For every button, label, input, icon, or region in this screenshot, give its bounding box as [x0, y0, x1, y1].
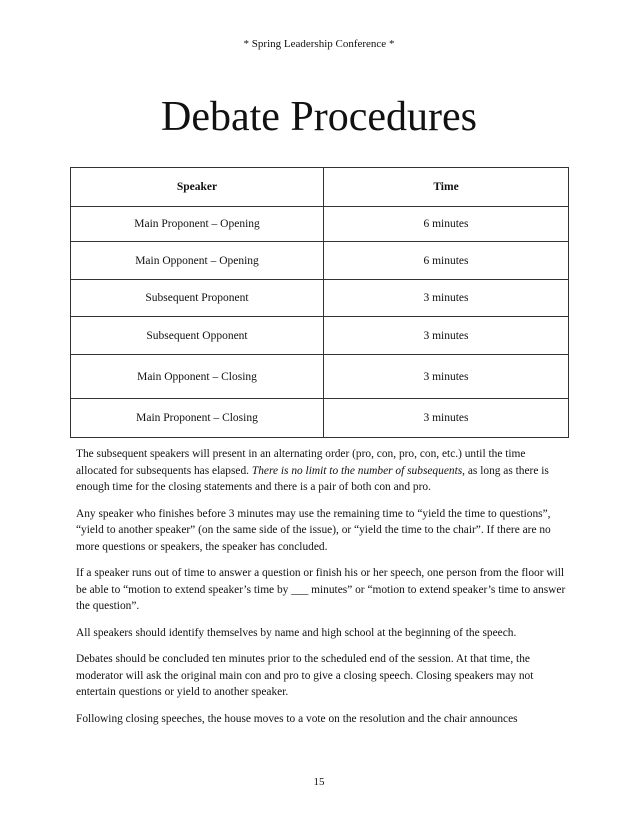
speaker-cell: Main Proponent – Opening [71, 207, 324, 242]
running-header: * Spring Leadership Conference * [243, 38, 395, 50]
time-column-header: Time [324, 168, 569, 207]
speaker-cell: Main Opponent – Opening [71, 242, 324, 280]
speaker-cell: Main Opponent – Closing [71, 355, 324, 399]
body-text [76, 446, 566, 737]
speaker-column-header: Speaker [71, 168, 324, 207]
paragraph-motion-extend: If a speaker runs out of time to answer a question or finish his or her speech, one person from the floor will be able to “motion to extend speaker’s time by ___ minutes” or “motion to extend speaker’s time to answer the question”. [76, 567, 566, 612]
time-cell: 3 minutes [324, 355, 569, 399]
paragraph-yield: Any speaker who finishes before 3 minutes may use the remaining time to “yield the time to questions”, “yield to another speaker” (on the same side of the issue), or “yield the time to the chair”. If there are no more questions or speakers, the speaker has concluded. [76, 507, 551, 553]
speaker-cell: Main Proponent – Closing [71, 399, 324, 438]
table-row [71, 280, 569, 317]
time-cell: 3 minutes [324, 280, 569, 317]
speaker-cell: Subsequent Opponent [71, 317, 324, 355]
speaker-time-table [70, 167, 569, 438]
table-row [71, 399, 569, 438]
table-row [71, 207, 569, 242]
table-row [71, 355, 569, 399]
paragraph-alternating-order: The subsequent speakers will present in an alternating order (pro, con, pro, con, etc.) until the time allocated for subsequents has elapsed. There is no limit to the number of subsequents, as long as there is enough time for the closing statements and there is a pair of both con and pro. [76, 448, 549, 493]
time-cell: 6 minutes [324, 207, 569, 242]
page-number: 15 [313, 776, 325, 788]
table-row [71, 242, 569, 280]
paragraph-conclusion: Debates should be concluded ten minutes prior to the scheduled end of the session. At that time, the moderator will ask the original main con and pro to give a closing speech. Closing speakers may not entertain questions or yield to another speaker. [76, 653, 534, 698]
time-cell: 3 minutes [324, 399, 569, 438]
paragraph-vote: Following closing speeches, the house moves to a vote on the resolution and the chair announces [76, 712, 518, 725]
paragraph-identify: All speakers should identify themselves by name and high school at the beginning of the speech. [76, 626, 517, 639]
emphasis-no-limit: There is no limit to the number of subsequents [251, 464, 463, 477]
time-cell: 6 minutes [324, 242, 569, 280]
table-header-row [71, 168, 569, 207]
speaker-cell: Subsequent Proponent [71, 280, 324, 317]
page-title: Debate Procedures [160, 94, 478, 140]
table-row [71, 317, 569, 355]
time-cell: 3 minutes [324, 317, 569, 355]
